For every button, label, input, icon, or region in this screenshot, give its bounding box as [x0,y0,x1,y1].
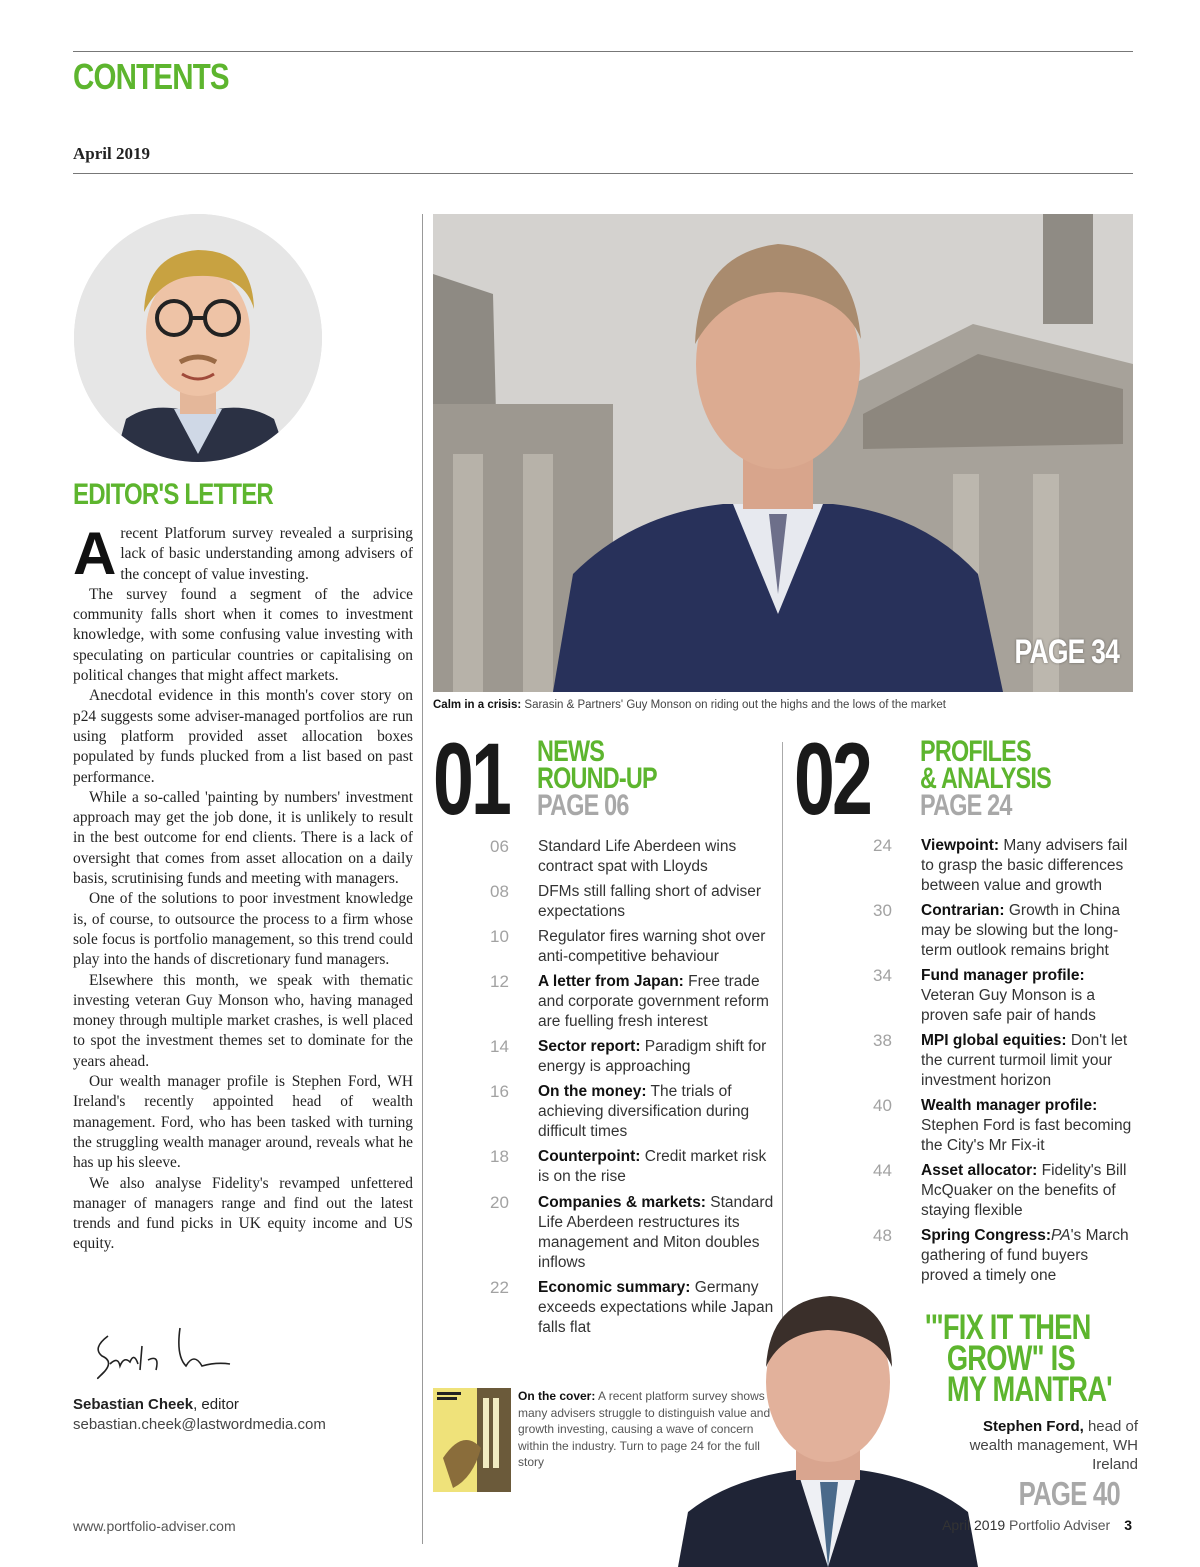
toc-item[interactable]: 12 A letter from Japan: Free trade and corporate government reform are fuelling fresh interest [490,972,769,1030]
magazine-cover-thumbnail[interactable] [433,1388,511,1492]
toc-item[interactable]: 48 Spring Congress:PA's March gathering of fund buyers proved a timely one [873,1226,1129,1284]
letter-paragraph: Elsewhere this month, we speak with thematic investing veteran Guy Monson who, having managed money through multiple market crashes, is well placed to spot the investment themes set to dominate for the years ahead. [73,971,413,1070]
pull-quote: '"FIX IT THEN GROW" IS MY MANTRA' [925,1308,1112,1409]
toc-item[interactable]: 30 Contrarian: Growth in China may be slowing but the long-term outlook remains bright [873,901,1120,959]
section-heading-profiles: PROFILES & ANALYSIS PAGE 24 [920,735,1051,822]
top-rule [73,51,1133,52]
toc-list-news [490,837,780,1336]
feature-page-label: PAGE 34 [1014,633,1119,671]
toc-item[interactable]: 08 DFMs still falling short of adviser expectations [490,882,762,920]
column-divider [422,214,423,1544]
editor-email-link[interactable]: sebastian.cheek@lastwordmedia.com [73,1416,326,1433]
editor-portrait-illustration [74,214,322,462]
cover-feature-photo [433,214,1133,692]
toc-item[interactable]: 34 Fund manager profile: Veteran Guy Monson is a proven safe pair of hands [873,966,1096,1024]
toc-item[interactable]: 16 On the money: The trials of achieving diversification during difficult times [490,1082,750,1140]
drop-cap: A [73,520,117,587]
page-number: 3 [1124,1517,1132,1533]
editors-letter-heading: EDITOR'S LETTER [73,478,273,511]
page-title: CONTENTS [73,56,229,97]
cover-caption: On the cover: A recent platform survey shows many advisers struggle to distinguish value and growth investing, causing a wave of concern within the industry. Turn to page 24 for the full story [518,1389,771,1469]
toc-item[interactable]: 38 MPI global equities: Don't let the current turmoil limit your investment horizon [873,1031,1128,1089]
editors-letter-body [73,520,413,1255]
section-number-01: 01 [433,722,509,836]
letter-paragraph: One of the solutions to poor investment knowledge is, of course, to outsource the process to a firm whose sole focus is portfolio management, so this trend could play into the hands of discretionary fund managers. [73,890,413,969]
toc-list-profiles [873,836,1135,1291]
toc-item[interactable]: 18 Counterpoint: Credit market risk is on the rise [490,1147,767,1185]
editor-portrait [74,214,322,462]
letter-paragraph: A recent Platforum survey revealed a surprising lack of basic understanding among advisers of the concept of value investing. [73,520,413,587]
letter-paragraph: While a so-called 'painting by numbers' investment approach may get the job done, it is unlikely to result in the best outcome for end clients. There is a lack of oversight that comes from asset allocation on a daily basis, scrutinising funds and meeting with managers. [73,788,413,888]
letter-paragraph: The survey found a segment of the advice community falls short when it comes to investment knowledge, with some confusing value investing with speculating on particular countries or capitalising on political changes that might affect markets. [73,585,413,685]
footer-folio: April 2019 Portfolio Adviser 3 [942,1517,1132,1533]
guy-monson-photo [433,214,1133,692]
letter-paragraph: We also analyse Fidelity's revamped unfettered manager of managers range and find out the latest trends and fund picks in UK equity income and US equity. [73,1174,413,1253]
editor-name: Sebastian Cheek, editor [73,1396,239,1413]
toc-item[interactable]: 40 Wealth manager profile: Stephen Ford is fast becoming the City's Mr Fix-it [873,1096,1132,1154]
toc-item[interactable]: 06 Standard Life Aberdeen wins contract spat with Lloyds [490,837,737,875]
section-number-02: 02 [794,722,870,836]
photo-caption: Calm in a crisis: Sarasin & Partners' Guy Monson on riding out the highs and the lows of the market [433,699,946,711]
pull-quote-credit: Stephen Ford, head of wealth management, WH Ireland [969,1418,1138,1473]
ford-page-label: PAGE 40 [1018,1475,1120,1512]
cover-thumbnail-illustration [433,1388,511,1492]
letter-paragraph: Our wealth manager profile is Stephen Ford, WH Ireland's recently appointed head of wealth management. Ford, who has been tasked with turning the struggling wealth manager around, reveals what he has up his sleeve. [73,1073,413,1172]
toc-item[interactable]: 20 Companies & markets: Standard Life Aberdeen restructures its management and Miton doubles inflows [490,1193,774,1271]
section-divider [782,742,783,1342]
footer-website-link[interactable]: www.portfolio-adviser.com [73,1518,236,1534]
header-rule [73,173,1133,174]
toc-item[interactable]: 44 Asset allocator: Fidelity's Bill McQuaker on the benefits of staying flexible [873,1161,1127,1219]
editor-signature [90,1326,240,1388]
toc-item[interactable]: 10 Regulator fires warning shot over anti-competitive behaviour [490,927,766,965]
section-heading-news: NEWS ROUND-UP PAGE 06 [537,735,657,822]
toc-item[interactable]: 22 Economic summary: Germany exceeds expectations while Japan falls flat [490,1278,774,1336]
issue-date: April 2019 [73,144,150,163]
toc-item[interactable]: 24 Viewpoint: Many advisers fail to grasp the basic differences between value and growth [873,836,1128,894]
letter-paragraph: Anecdotal evidence in this month's cover story on p24 suggests some adviser-managed portfolios are run using platform provided asset allocation boxes populated by funds plucked from a list based on past performance. [73,687,413,786]
toc-item[interactable]: 14 Sector report: Paradigm shift for energy is approaching [490,1037,767,1075]
